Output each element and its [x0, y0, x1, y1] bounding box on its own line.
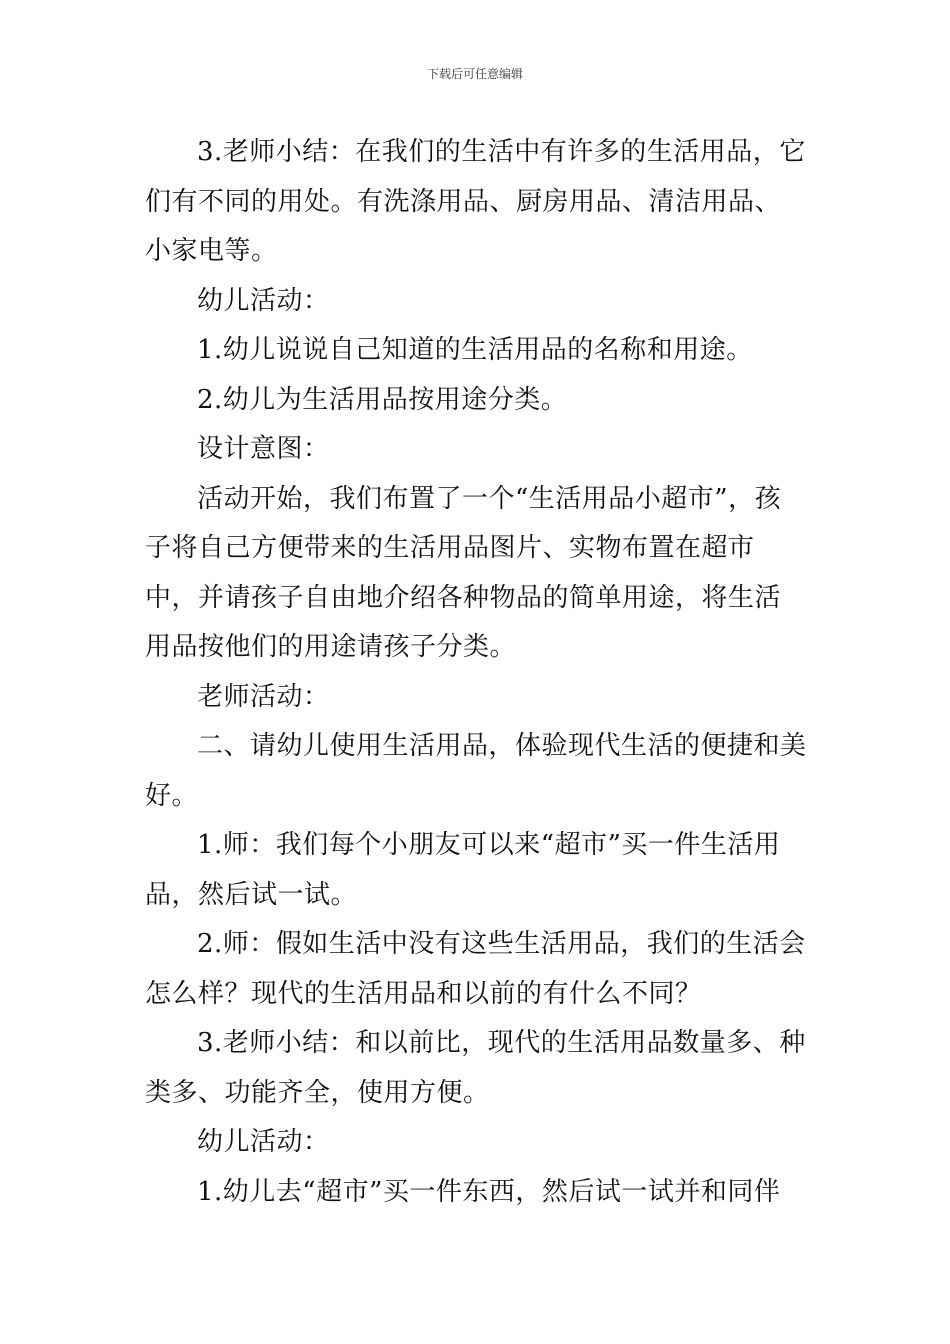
- paragraph-design-intent-body: 活动开始，我们布置了一个“生活用品小超市”，孩子将自己方便带来的生活用品图片、实物布置在超市中，并请孩子自由地介绍各种物品的简单用途，将生活用品按他们的用途请孩子分类。: [145, 483, 782, 662]
- paragraph-child-activity-item-3: 1.幼儿去“超市”买一件东西，然后试一试并和同伴: [197, 1176, 781, 1207]
- paragraph-child-activity-item-1: 1.幼儿说说自己知道的生活用品的名称和用途。: [197, 335, 753, 365]
- paragraph-section-two-title: 二、请幼儿使用生活用品，体验现代生活的便捷和美好。: [145, 731, 807, 811]
- paragraph-child-activity-heading-2: 幼儿活动：: [197, 1127, 330, 1157]
- paragraph-teacher-summary-2: 3.老师小结：和以前比，现代的生活用品数量多、种类多、功能齐全，使用方便。: [145, 1028, 806, 1108]
- paragraph-teacher-summary-1: 3.老师小结：在我们的生活中有许多的生活用品，它们有不同的用处。有洗涤用品、厨房用品、清洁用品、小家电等。: [145, 137, 806, 266]
- paragraph-teacher-activity-heading: 老师活动：: [197, 681, 330, 712]
- paragraph-teacher-item-1: 1.师：我们每个小朋友可以来“超市”买一件生活用品，然后试一试。: [145, 830, 781, 910]
- page-header: 下载后可任意编辑: [426, 67, 523, 81]
- paragraph-design-intent-heading: 设计意图：: [197, 434, 330, 464]
- paragraph-child-activity-item-2: 2.幼儿为生活用品按用途分类。: [197, 384, 568, 415]
- paragraph-child-activity-heading-1: 幼儿活动：: [197, 285, 330, 316]
- paragraph-teacher-item-2: 2.师：假如生活中没有这些生活用品，我们的生活会怎么样？现代的生活用品和以前的有什么不同？: [145, 929, 806, 1009]
- document-body: [145, 128, 807, 1217]
